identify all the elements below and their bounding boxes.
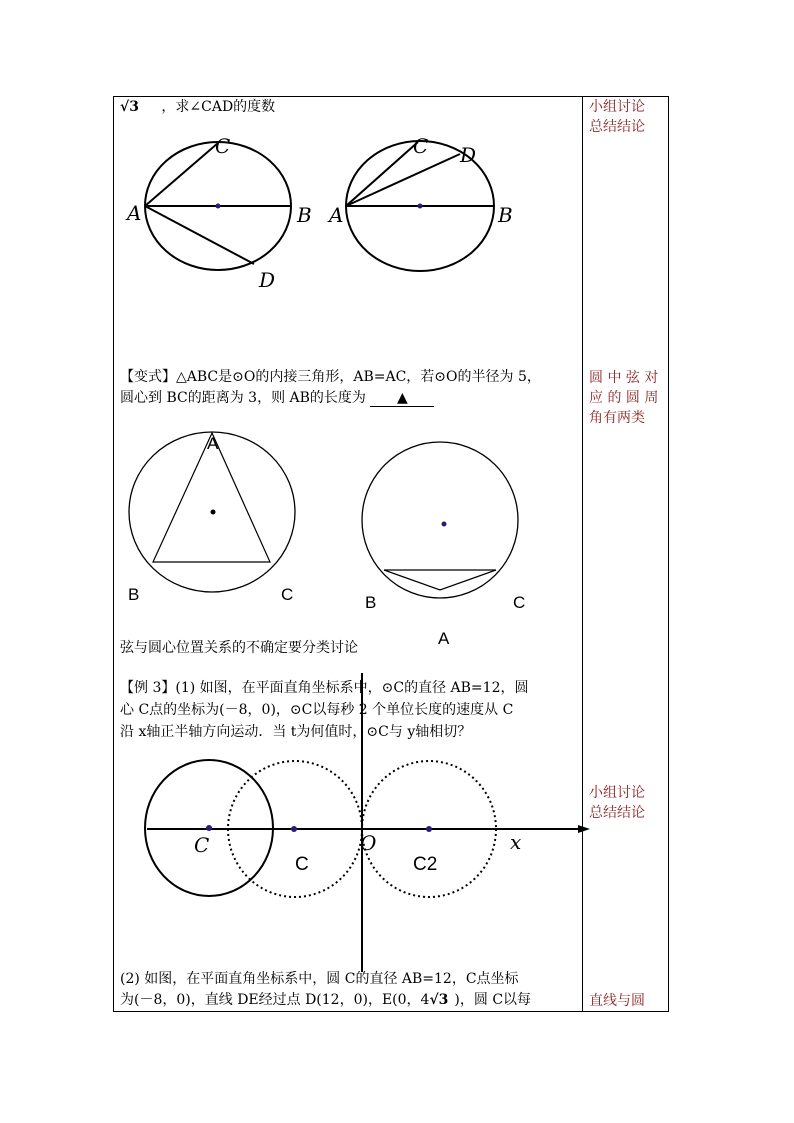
part2-text-b: )，圆 C以每: [454, 992, 532, 1008]
side-note-2-line-3: 角有两类: [589, 410, 645, 426]
blank-mark: ▲: [396, 390, 408, 406]
side-note-3: [589, 783, 645, 823]
problem-top-text: ，求∠CAD的度数: [161, 99, 276, 115]
part2-text-a: 为(－8，0)，直线 DE经过点 D(12，0)，E(0，4: [120, 992, 430, 1008]
variant-text-2: 圆心到 BC的距离为 3，则 AB的长度为: [120, 390, 366, 406]
side-note-1-line-2: 总结结论: [589, 119, 645, 135]
side-note-4: [589, 991, 645, 1011]
label-d-left: D: [259, 268, 276, 292]
example3-line-2: 心 C点的坐标为(－8，0)，⊙C以每秒 2 个单位长度的速度从 C: [120, 702, 514, 718]
label-a-right: A: [329, 203, 344, 227]
side-note-2-line-1: 圆 中 弦 对: [589, 370, 659, 386]
variant-text-1: △ABC是⊙O的内接三角形，AB=AC，若⊙O的半径为 5，: [176, 369, 541, 385]
label-c-2-left: C: [281, 585, 294, 604]
label-c2-fig3: C2: [413, 854, 438, 875]
sqrt-fragment: √3: [120, 99, 139, 115]
label-c-left: C: [215, 134, 231, 158]
label-a-2-left: A: [207, 434, 219, 453]
label-c-fig3: C: [194, 833, 210, 857]
label-b-2-left: B: [128, 585, 140, 604]
side-note-2-line-2: 应 的 圆 周: [589, 390, 659, 406]
example3-line-3: 沿 x轴正半轴方向运动．当 t为何值时，⊙C与 y轴相切？: [120, 724, 472, 740]
center-dot-c1: [291, 826, 297, 832]
label-a-left: A: [127, 201, 142, 225]
label-b-left: B: [297, 203, 312, 227]
part2-line-2: [120, 991, 531, 1010]
example3-text-1: (1) 如图，在平面直角坐标系中，⊙C的直径 AB=12，圆: [175, 680, 529, 696]
label-a-2-right: A: [438, 629, 450, 648]
center-dot-c2: [426, 826, 432, 832]
label-o-fig3: O: [360, 831, 377, 855]
label-c1-fig3: C: [295, 854, 309, 875]
conclusion-text: 弦与圆心位置关系的不确定要分类讨论: [120, 640, 358, 656]
side-note-3-line-1: 小组讨论: [589, 785, 645, 801]
side-note-4-line-1: 直线与圆: [589, 993, 645, 1009]
part2-line-1: (2) 如图，在平面直角坐标系中，圆 C的直径 AB=12，C点坐标: [120, 971, 519, 987]
label-b-right: B: [498, 203, 513, 227]
label-c-2-right: C: [513, 593, 526, 612]
variant-tag: 【变式】: [120, 369, 176, 385]
side-note-1: [589, 97, 645, 137]
center-dot-c: [206, 825, 212, 831]
side-note-2: [589, 368, 658, 428]
label-d-right: D: [460, 143, 477, 167]
label-x-fig3: x: [510, 830, 522, 854]
x-axis-arrow: [578, 825, 590, 833]
side-note-3-line-2: 总结结论: [589, 805, 645, 821]
side-note-1-line-1: 小组讨论: [589, 99, 645, 115]
example3-tag: 【例 3】: [120, 680, 176, 696]
label-c-right: C: [413, 134, 429, 158]
label-b-2-right: B: [365, 593, 377, 612]
part2-sqrt: √3: [429, 992, 449, 1008]
